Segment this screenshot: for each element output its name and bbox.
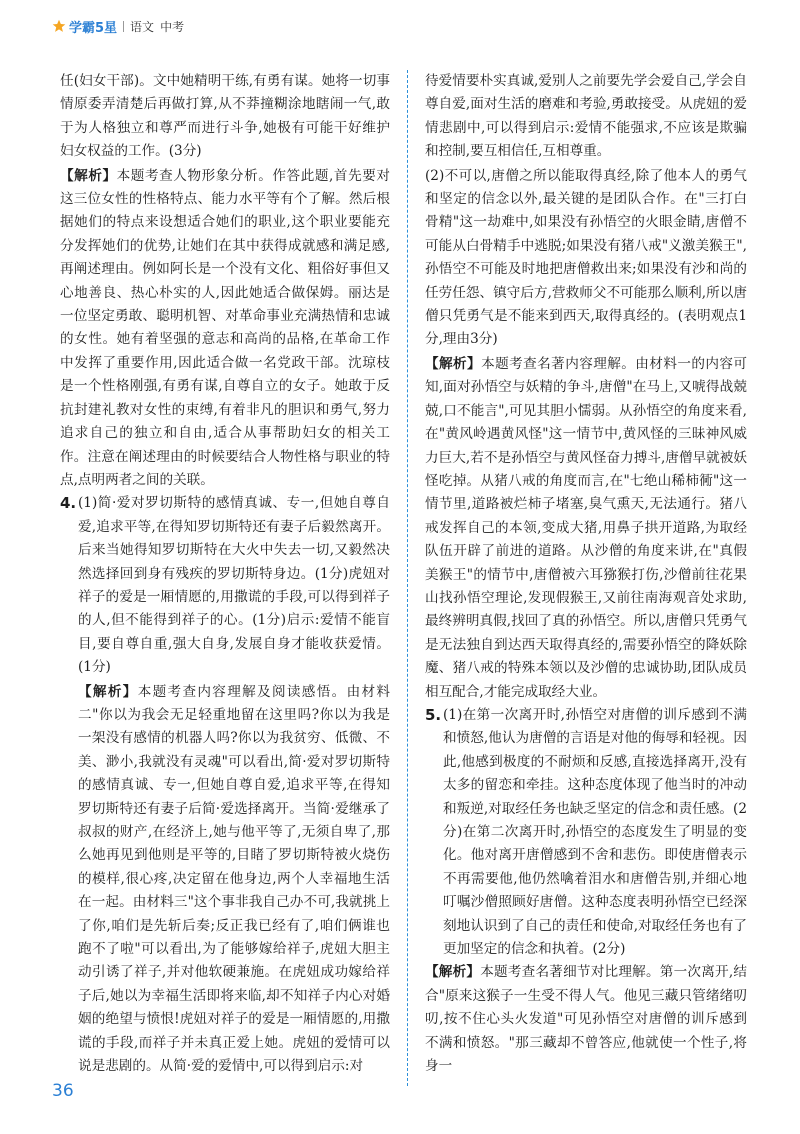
brand-logo [52,17,117,36]
analysis-paragraph [425,961,747,1078]
analysis-tag: 【解析】 [60,167,117,184]
question-number: 5. [425,705,442,724]
analysis-tag: 【解析】 [425,964,481,981]
subject-label: 语文 [130,19,155,34]
answer-paragraph: (2)不可以,唐僧之所以能取得真经,除了他本人的勇气和坚定的信念以外,最关键的是团队合作。在"三打白骨精"这一劫难中,如果没有孙悟空的火眼金睛,唐僧不可能从白骨精手中逃脱;如果没有猪八戒"义激美猴王",孙悟空不可能及时地把唐僧救出来;如果没有沙和尚的任劳任怨、镇守后方,营救师父不可能那么顺利,所以唐僧只凭勇气是不能来到西天,取得真经的。(表明观点1分,理由3分) [425,167,747,348]
star-icon [52,19,66,33]
analysis-text: 本题考查名著内容理解。由材料一的内容可知,面对孙悟空与妖精的争斗,唐僧"在马上,又唬得战兢兢,口不能言",可见其胆小懦弱。从孙悟空的角度来看,在"黄风岭遇黄风怪"这一情节中,黄风怪的三昧神风威力巨大,若不是孙悟空与黄风怪奋力搏斗,唐僧早就被妖怪吃掉。从猪八戒的角度而言,在"七绝山稀柿衕"这一情节里,道路被烂柿子堵塞,臭气熏天,无法通行。猪八戒发挥自己的本领,变成大猪,用鼻子拱开道路,为取经队伍开辟了前进的道路。从沙僧的角度来讲,在"真假美猴王"的情节中,唐僧被六耳猕猴打伤,沙僧前往花果山找孙悟空理论,发现假猴王,又前往南海观音处求助,最终辨明真假,找回了真的孙悟空。所以,唐僧只凭勇气是无法独自到达西天取得真经的,需要孙悟空的降妖除魔、猪八戒的特殊本领以及沙僧的忠诚协助,团队成员相互配合,才能完成取经大业。 [425,355,748,700]
question-4 [60,492,390,1078]
answer-paragraph: 待爱情要朴实真诚,爱别人之前要先学会爱自己,学会自尊自爱,面对生活的磨难和考验,勇敢接受。从虎妞的爱情悲剧中,可以得到启示:爱情不能强求,不应该是欺骗和控制,要互相信任,互相尊重。 [425,73,747,160]
header-separator [123,21,124,32]
analysis-tag: 【解析】 [78,683,138,700]
answer-paragraph: (1)简·爱对罗切斯特的感情真诚、专一,但她自尊自爱,追求平等,在得知罗切斯特还有妻子后毅然离开。后来当她得知罗切斯特在大火中失去一切,又毅然决然选择回到身有残疾的罗切斯特身边。(1分)虎妞对祥子的爱是一厢情愿的,用撒谎的手段,可以得到祥子的人,但不能得到祥子的心。(1分)启示:爱情不能盲目,要自尊自重,强大自身,发展自身才能收获爱情。(1分) [78,495,390,676]
question-5 [425,704,747,961]
analysis-text: 本题考查名著细节对比理解。第一次离开,结合"原来这猴子一生受不得人气。他见三藏只管绪绪叨叨,按不住心头火发道"可见孙悟空对唐僧的训斥感到不满和愤怒。"那三藏却不曾答应,他就使一个性子,将身一 [425,964,747,1075]
level-label: 中考 [160,19,185,34]
analysis-paragraph [78,681,390,1079]
page-header [52,14,190,38]
page-number: 36 [52,1081,74,1101]
answer-paragraph: (1)在第一次离开时,孙悟空对唐僧的训斥感到不满和愤怒,他认为唐僧的言语是对他的侮辱和轻视。因此,他感到极度的不耐烦和反感,直接选择离开,没有太多的留恋和牵挂。这种态度体现了他当时的冲动和叛逆,对取经任务也缺乏坚定的信念和责任感。(2分)在第二次离开时,孙悟空的态度发生了明显的变化。他对离开唐僧感到不舍和悲伤。即使唐僧表示不再需要他,他仍然噙着泪水和唐僧告别,并细心地叮嘱沙僧照顾好唐僧。这种态度表明孙悟空已经深刻地认识到了自己的责任和使命,对取经任务也有了更加坚定的信念和执着。(2分) [443,706,747,958]
answer-paragraph: 任(妇女干部)。文中她精明干练,有勇有谋。她将一切事情原委弄清楚后再做打算,从不莽撞糊涂地瞎闹一气,敢于为人格独立和尊严而进行斗争,她极有可能干好维护妇女权益的工作。(3分) [60,73,390,160]
analysis-paragraph [60,165,390,493]
left-column [60,70,390,1078]
column-divider [407,70,408,1086]
analysis-paragraph [425,353,747,704]
analysis-text: 本题考查人物形象分析。作答此题,首先要对这三位女性的性格特点、能力水平等有个了解。然后根据她们的特点来设想适合她们的职业,这个职业要能充分发挥她们的优势,让她们在其中获得成就感和满足感,再阐述理由。例如阿长是一个没有文化、粗俗好事但又心地善良、热心朴实的人,因此她适合做保姆。丽达是一位坚定勇敢、聪明机智、对革命事业充满热情和忠诚的女性。她有着坚强的意志和高尚的品格,在革命工作中发挥了重要作用,因此适合做一名党政干部。沈琼枝是一个性格刚强,有勇有谋,自尊自立的女子。她敢于反抗封建礼教对女性的束缚,有着非凡的胆识和勇气,努力追求自己的独立和自由,适合从事帮助妇女的相关工作。注意在阐述理由的时候要结合人物性格与职业的特点,点明两者之间的关联。 [60,167,390,488]
analysis-text: 本题考查内容理解及阅读感悟。由材料二"你以为我会无足轻重地留在这里吗?你以为我是一架没有感情的机器人吗?你以为我贫穷、低微、不美、渺小,我就没有灵魂"可以看出,简·爱对罗切斯特的感情真诚、专一,但她自尊自爱,追求平等,在得知罗切斯特还有妻子后简·爱选择离开。当简·爱继承了叔叔的财产,在经济上,她与他平等了,无须自卑了,那么她再见到他则是平等的,目睹了罗切斯特被火烧伤的模样,很心疼,决定留在他身边,两个人幸福地生活在一起。由材料三"这个事非我自己办不可,我就挑上了你,咱们是先斩后奏;反正我已经有了,咱们俩谁也跑不了啦"可以看出,为了能够嫁给祥子,虎妞大胆主动引诱了祥子,并对他软硬兼施。在虎妞成功嫁给祥子后,她以为幸福生活即将来临,却不知祥子内心对婚姻的绝望与愤恨!虎妞对祥子的爱是一厢情愿的,用撒谎的手段,而祥子并未真正爱上她。虎妞的爱情可以说是悲剧的。从简·爱的爱情中,可以得到启示:对 [78,683,391,1075]
analysis-tag: 【解析】 [425,355,482,372]
question-number: 4. [60,494,77,513]
right-column [425,70,747,1078]
brand-name: 学霸5星 [69,20,118,36]
